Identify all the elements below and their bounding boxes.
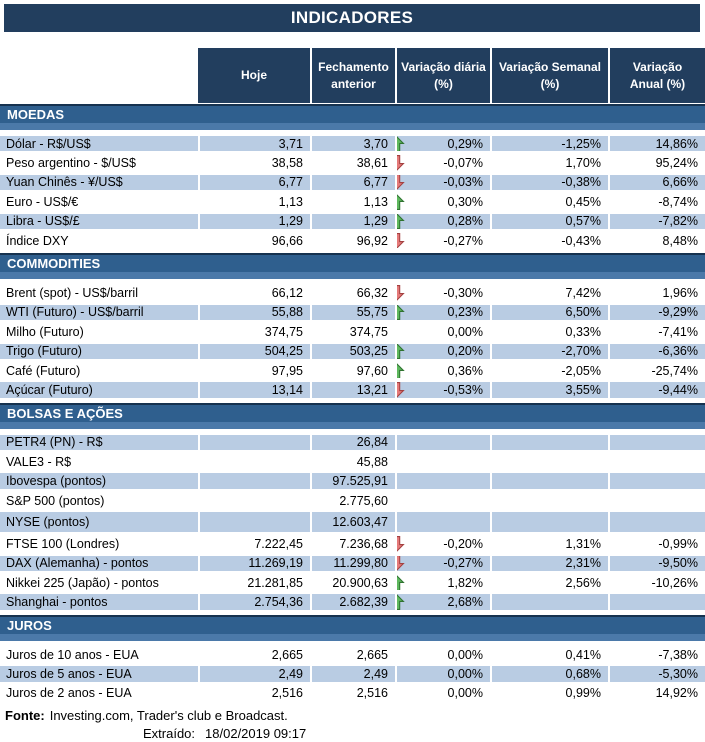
variacao-diaria-value: 2,68% [447,595,483,610]
table-row [0,285,705,304]
cell-hoje: 21.281,85 [198,575,310,590]
table-row [0,536,705,555]
cell-variacao-diaria [395,305,490,320]
column-header-line1: Variação [632,60,683,75]
variacao-diaria-value: -0,53% [443,382,483,397]
cell-variacao-semanal [490,493,608,508]
cell-fechamento-anterior: 2,665 [310,647,395,662]
up-arrow-icon [395,344,404,359]
cell-variacao-anual: -9,29% [608,305,705,320]
extraction-label: Extraído: [143,726,196,742]
cell-variacao-diaria [395,512,490,532]
extraction-timestamp: 18/02/2019 09:17 [205,726,307,742]
column-header-line1: Hoje [240,68,267,83]
table-row [0,175,705,194]
row-label: Juros de 2 anos - EUA [6,686,132,701]
cell-variacao-semanal: -2,05% [490,363,608,378]
cell-fechamento-anterior: 38,61 [310,155,395,170]
no-arrow-spacer [395,647,404,662]
row-label: Nikkei 225 (Japão) - pontos [6,575,159,590]
section-strip [0,634,705,641]
cell-hoje: 3,71 [198,136,310,151]
variacao-diaria-value: 0,30% [447,194,483,209]
column-header [198,48,310,103]
cell-hoje: 66,12 [198,285,310,300]
variacao-diaria-value: 0,29% [447,136,483,151]
report-title: INDICADORES [4,4,700,32]
variacao-diaria-value: -0,07% [443,156,483,171]
cell-variacao-diaria [395,285,490,300]
cell-fechamento-anterior: 503,25 [310,344,395,359]
table-row [0,686,705,705]
variacao-diaria-value: 0,28% [447,214,483,229]
table-row [0,344,705,363]
table-row [0,454,705,473]
cell-variacao-diaria [395,194,490,209]
down-arrow-icon [395,233,404,248]
section-title: COMMODITIES [0,255,705,272]
cell-variacao-diaria [395,647,490,662]
indicators-table-body [0,104,705,705]
cell-variacao-diaria [395,536,490,551]
table-row [0,435,705,454]
row-label: WTI (Futuro) - US$/barril [0,305,198,320]
cell-hoje [198,493,310,508]
column-header-line1: Variação diária [401,60,486,75]
cell-variacao-diaria [395,556,490,571]
cell-hoje: 38,58 [198,155,310,170]
extraction-line [0,725,705,742]
cell-variacao-diaria [395,324,490,339]
table-row [0,666,705,685]
table-row [0,194,705,213]
cell-hoje [198,435,310,450]
table-row [0,512,705,536]
row-label: Açúcar (Futuro) [0,382,198,397]
cell-variacao-anual [608,512,705,532]
row-label: DAX (Alemanha) - pontos [0,556,198,571]
column-header-line2: (%) [434,76,453,91]
row-label: Juros de 5 anos - EUA [0,666,198,681]
cell-fechamento-anterior: 97,60 [310,363,395,378]
cell-variacao-anual: -8,74% [608,194,705,209]
row-label: FTSE 100 (Londres) [6,536,120,551]
column-headers [198,48,705,103]
cell-variacao-anual: 95,24% [608,155,705,170]
cell-fechamento-anterior: 2.682,39 [310,594,395,609]
cell-variacao-diaria [395,136,490,151]
cell-fechamento-anterior: 2,49 [310,666,395,681]
down-arrow-icon [395,536,404,551]
variacao-diaria-value: -0,27% [443,233,483,248]
down-arrow-icon [395,175,404,190]
row-label: S&P 500 (pontos) [6,493,105,508]
column-header-line1: Fechamento [318,60,389,75]
column-header [395,48,490,103]
cell-variacao-anual [608,594,705,609]
cell-fechamento-anterior: 6,77 [310,175,395,190]
no-arrow-spacer [395,324,404,339]
cell-fechamento-anterior: 2.775,60 [310,493,395,508]
cell-fechamento-anterior: 3,70 [310,136,395,151]
cell-fechamento-anterior: 97.525,91 [310,473,395,488]
row-label: Ibovespa (pontos) [0,473,198,488]
cell-variacao-semanal: 0,41% [490,647,608,662]
up-arrow-icon [395,214,404,229]
cell-variacao-anual: -7,38% [608,647,705,662]
row-label: Dólar - R$/US$ [0,136,198,151]
cell-fechamento-anterior: 20.900,63 [310,575,395,590]
section-title: JUROS [0,617,705,634]
cell-fechamento-anterior: 45,88 [310,454,395,469]
cell-hoje: 504,25 [198,344,310,359]
cell-variacao-semanal: -0,43% [490,233,608,248]
column-header-line2: Anual (%) [629,76,686,91]
cell-hoje [198,454,310,469]
cell-variacao-diaria [395,155,490,170]
source-text: Investing.com, Trader's club e Broadcast. [49,708,288,724]
cell-variacao-anual: -25,74% [608,363,705,378]
cell-variacao-diaria [395,666,490,681]
cell-variacao-semanal: 0,57% [490,214,608,229]
cell-variacao-diaria [395,214,490,229]
cell-variacao-diaria [395,575,490,590]
variacao-diaria-value: 0,00% [447,324,483,339]
cell-fechamento-anterior: 1,13 [310,194,395,209]
row-label: Café (Futuro) [6,363,81,378]
cell-variacao-anual: 1,96% [608,285,705,300]
column-header-line2: anterior [331,76,376,91]
cell-variacao-diaria [395,344,490,359]
cell-variacao-diaria [395,435,490,450]
cell-fechamento-anterior: 13,21 [310,382,395,397]
cell-fechamento-anterior: 96,92 [310,233,395,248]
cell-variacao-diaria [395,382,490,397]
table-row [0,305,705,324]
no-arrow-spacer [395,686,404,701]
no-arrow-spacer [395,514,404,530]
up-arrow-icon [395,363,404,378]
table-row [0,473,705,492]
cell-hoje: 11.269,19 [198,556,310,571]
table-row [0,556,705,575]
section-title: BOLSAS E AÇÕES [0,405,705,422]
down-arrow-icon [395,556,404,571]
section-title: MOEDAS [0,106,705,123]
cell-variacao-semanal: -2,70% [490,344,608,359]
cell-hoje: 1,29 [198,214,310,229]
cell-hoje: 13,14 [198,382,310,397]
cell-variacao-semanal: 3,55% [490,382,608,397]
row-label: Yuan Chinês - ¥/US$ [0,175,198,190]
cell-variacao-semanal: -1,25% [490,136,608,151]
variacao-diaria-value: -0,03% [443,175,483,190]
section-strip [0,123,705,130]
no-arrow-spacer [395,493,404,508]
section-strip [0,422,705,429]
cell-fechamento-anterior: 7.236,68 [310,536,395,551]
variacao-diaria-value: 1,82% [447,575,483,590]
table-row [0,155,705,174]
down-arrow-icon [395,382,404,397]
cell-variacao-anual [608,435,705,450]
cell-hoje: 7.222,45 [198,536,310,551]
row-label: Libra - US$/£ [0,214,198,229]
cell-variacao-semanal: 0,33% [490,324,608,339]
cell-variacao-semanal: 2,31% [490,556,608,571]
variacao-diaria-value: -0,20% [443,536,483,551]
cell-variacao-semanal [490,435,608,450]
cell-hoje: 374,75 [198,324,310,339]
cell-hoje: 2,665 [198,647,310,662]
cell-hoje: 97,95 [198,363,310,378]
table-row [0,575,705,594]
cell-variacao-diaria [395,175,490,190]
cell-variacao-anual: 6,66% [608,175,705,190]
up-arrow-icon [395,194,404,209]
table-row [0,233,705,252]
row-label: Brent (spot) - US$/barril [6,286,138,301]
row-label: VALE3 - R$ [6,454,72,469]
row-label: Juros de 10 anos - EUA [6,647,139,662]
cell-fechamento-anterior: 11.299,80 [310,556,395,571]
up-arrow-icon [395,136,404,151]
cell-variacao-anual [608,473,705,488]
column-header-line1: Variação Semanal [498,60,602,75]
cell-variacao-semanal: -0,38% [490,175,608,190]
no-arrow-spacer [395,473,404,488]
column-header-line2: (%) [540,76,560,91]
cell-variacao-anual [608,454,705,469]
cell-fechamento-anterior: 66,32 [310,285,395,300]
section-header [0,615,705,641]
cell-fechamento-anterior: 26,84 [310,435,395,450]
row-label: NYSE (pontos) [0,512,198,532]
cell-variacao-anual: -9,44% [608,382,705,397]
no-arrow-spacer [395,454,404,469]
cell-variacao-anual: -5,30% [608,666,705,681]
cell-variacao-semanal [490,512,608,532]
no-arrow-spacer [395,435,404,450]
cell-variacao-semanal: 2,56% [490,575,608,590]
cell-variacao-semanal: 7,42% [490,285,608,300]
section-strip [0,272,705,279]
cell-hoje: 6,77 [198,175,310,190]
up-arrow-icon [395,594,404,609]
variacao-diaria-value: 0,00% [447,647,483,662]
row-label: Trigo (Futuro) [0,344,198,359]
cell-variacao-anual: 14,92% [608,686,705,701]
cell-hoje: 2,516 [198,686,310,701]
cell-variacao-semanal [490,473,608,488]
variacao-diaria-value: 0,00% [447,666,483,681]
cell-hoje: 55,88 [198,305,310,320]
column-header [490,48,608,103]
cell-variacao-anual: -0,99% [608,536,705,551]
row-label: Índice DXY [6,233,69,248]
cell-variacao-diaria [395,686,490,701]
table-row [0,363,705,382]
cell-hoje [198,512,310,532]
cell-variacao-diaria [395,233,490,248]
cell-variacao-semanal: 6,50% [490,305,608,320]
no-arrow-spacer [395,666,404,681]
cell-fechamento-anterior: 1,29 [310,214,395,229]
cell-variacao-anual: -7,82% [608,214,705,229]
cell-hoje: 2,49 [198,666,310,681]
cell-variacao-diaria [395,454,490,469]
cell-variacao-semanal [490,594,608,609]
cell-hoje: 2.754,36 [198,594,310,609]
cell-hoje: 1,13 [198,194,310,209]
table-row [0,493,705,512]
cell-fechamento-anterior: 374,75 [310,324,395,339]
down-arrow-icon [395,155,404,170]
variacao-diaria-value: 0,20% [447,344,483,359]
row-label: PETR4 (PN) - R$ [0,435,198,450]
cell-variacao-anual: 8,48% [608,233,705,248]
cell-variacao-anual: 14,86% [608,136,705,151]
table-row [0,324,705,343]
variacao-diaria-value: -0,30% [443,286,483,301]
table-row [0,136,705,155]
source-label: Fonte: [5,708,45,724]
source-line [0,707,705,725]
cell-variacao-semanal: 1,70% [490,155,608,170]
cell-variacao-anual: -9,50% [608,556,705,571]
variacao-diaria-value: 0,36% [447,363,483,378]
report-footer [0,707,705,742]
table-row [0,214,705,233]
cell-variacao-anual [608,493,705,508]
section-header [0,403,705,429]
cell-variacao-diaria [395,594,490,609]
cell-variacao-diaria [395,363,490,378]
cell-variacao-semanal [490,454,608,469]
table-row [0,647,705,666]
column-header [310,48,395,103]
table-row [0,382,705,401]
cell-fechamento-anterior: 2,516 [310,686,395,701]
cell-variacao-diaria [395,493,490,508]
cell-hoje: 96,66 [198,233,310,248]
cell-variacao-anual: -7,41% [608,324,705,339]
cell-variacao-anual: -10,26% [608,575,705,590]
cell-fechamento-anterior: 12.603,47 [310,512,395,532]
cell-hoje [198,473,310,488]
down-arrow-icon [395,285,404,300]
cell-variacao-diaria [395,473,490,488]
cell-variacao-anual: -6,36% [608,344,705,359]
variacao-diaria-value: -0,27% [443,556,483,571]
cell-variacao-semanal: 0,45% [490,194,608,209]
cell-variacao-semanal: 1,31% [490,536,608,551]
up-arrow-icon [395,575,404,590]
cell-variacao-semanal: 0,99% [490,686,608,701]
cell-variacao-semanal: 0,68% [490,666,608,681]
variacao-diaria-value: 0,00% [447,686,483,701]
cell-fechamento-anterior: 55,75 [310,305,395,320]
row-label: Peso argentino - $/US$ [6,156,136,171]
up-arrow-icon [395,305,404,320]
variacao-diaria-value: 0,23% [447,305,483,320]
section-header [0,104,705,130]
section-header [0,253,705,279]
column-header [608,48,705,103]
table-row [0,594,705,613]
row-label: Shanghai - pontos [0,594,198,609]
row-label: Euro - US$/€ [6,194,79,209]
row-label: Milho (Futuro) [6,324,84,339]
